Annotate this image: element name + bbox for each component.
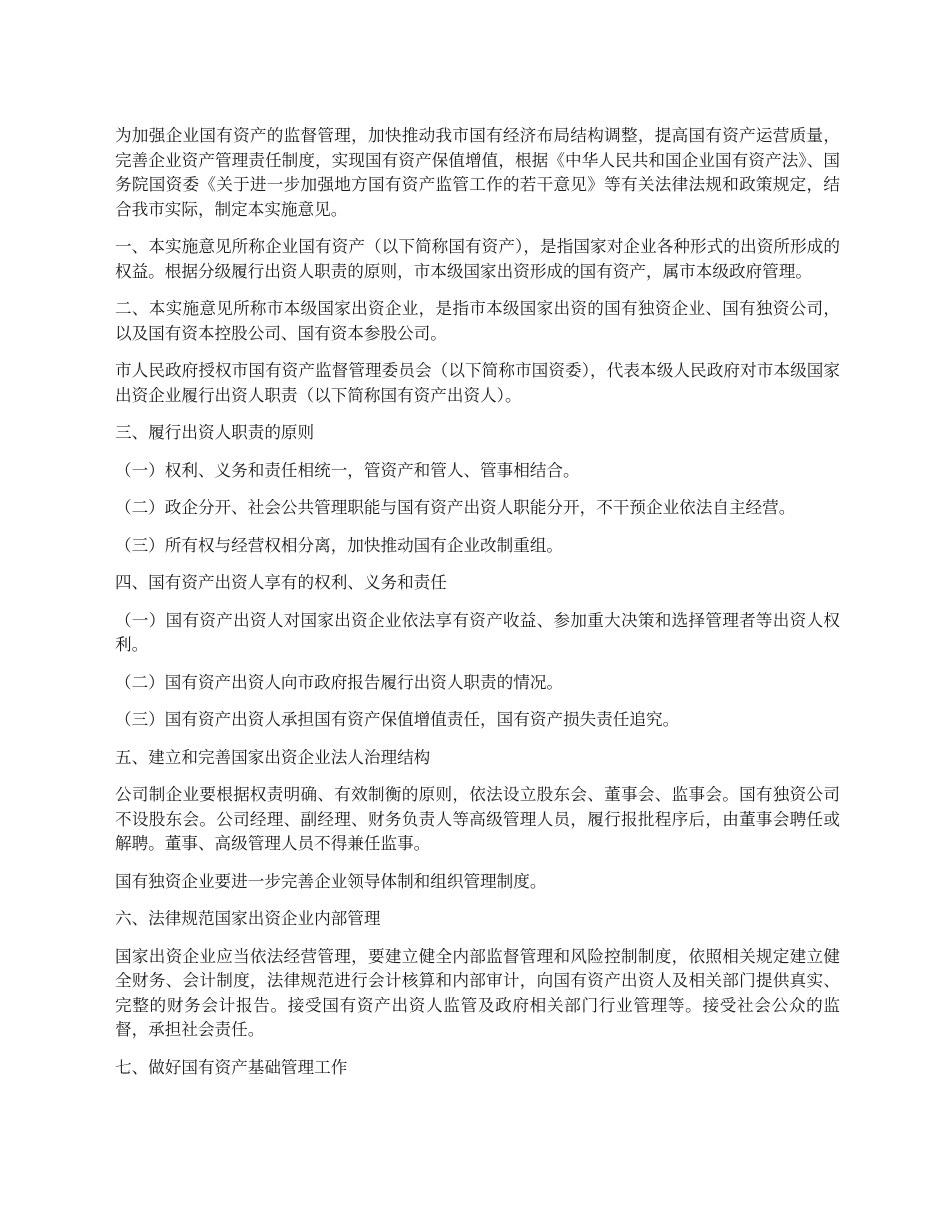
paragraph-3-2: （二）政企分开、社会公共管理职能与国有资产出资人职能分开，不干预企业依法自主经营。 (115, 498, 796, 517)
document-body (115, 124, 840, 1093)
section-heading-7: 七、做好国有资产基础管理工作 (115, 1057, 348, 1077)
paragraph-article-2: 二、本实施意见所称市本级国家出资企业，是指市本级国家出资的国有独资企业、国有独资公司，以及国有资本控股公司、国有资本参股公司。 (115, 299, 840, 343)
paragraph-article-2-cont: 市人民政府授权市国有资产监督管理委员会（以下简称市国资委），代表本级人民政府对市本级国家出资企业履行出资人职责（以下简称国有资产出资人）。 (115, 361, 840, 405)
paragraph-5-2: 国有独资企业要进一步完善企业领导体制和组织管理制度。 (115, 871, 547, 891)
paragraph-preamble: 为加强企业国有资产的监督管理，加快推动我市国有经济布局结构调整，提高国有资产运营质量，完善企业资产管理责任制度，实现国有资产保值增值，根据《中华人民共和国企业国有资产法》、国务院国资委《关于进一步加强地方国有资产监管工作的若干意见》等有关法律法规和政策规定，结合我市实际，制定本实施意见。 (115, 126, 840, 219)
section-heading-6: 六、法律规范国家出资企业内部管理 (115, 909, 381, 928)
section-heading-5: 五、建立和完善国家出资企业法人治理结构 (115, 747, 431, 767)
section-heading-4: 四、国有资产出资人享有的权利、义务和责任 (115, 573, 447, 592)
section-heading-3: 三、履行出资人职责的原则 (115, 423, 315, 442)
paragraph-3-3: （三）所有权与经营权相分离，加快推动国有企业改制重组。 (115, 535, 564, 555)
paragraph-4-1: （一）国有资产出资人对国家出资企业依法享有资产收益、参加重大决策和选择管理者等出资人权利。 (115, 610, 840, 654)
paragraph-4-3: （三）国有资产出资人承担国有资产保值增值责任，国有资产损失责任追究。 (115, 710, 680, 729)
paragraph-6-1: 国家出资企业应当依法经营管理，要建立健全内部监督管理和风险控制制度，依照相关规定建立健全财务、会计制度，法律规范进行会计核算和内部审计，向国有资产出资人及相关部门提供真实、完整的财务会计报告。接受国有资产出资人监管及政府相关部门行业管理等。接受社会公众的监督，承担社会责任。 (115, 946, 840, 1039)
paragraph-5-1: 公司制企业要根据权责明确、有效制衡的原则，依法设立股东会、董事会、监事会。国有独资公司不设股东会。公司经理、副经理、财务负责人等高级管理人员，履行报批程序后，由董事会聘任或解聘。董事、高级管理人员不得兼任监事。 (115, 785, 840, 853)
paragraph-article-1: 一、本实施意见所称企业国有资产（以下简称国有资产），是指国家对企业各种形式的出资所形成的权益。根据分级履行出资人职责的原则，市本级国家出资形成的国有资产，属市本级政府管理。 (115, 237, 840, 281)
paragraph-3-1: （一）权利、义务和责任相统一，管资产和管人、管事相结合。 (115, 460, 580, 480)
paragraph-4-2: （二）国有资产出资人向市政府报告履行出资人职责的情况。 (115, 672, 564, 692)
